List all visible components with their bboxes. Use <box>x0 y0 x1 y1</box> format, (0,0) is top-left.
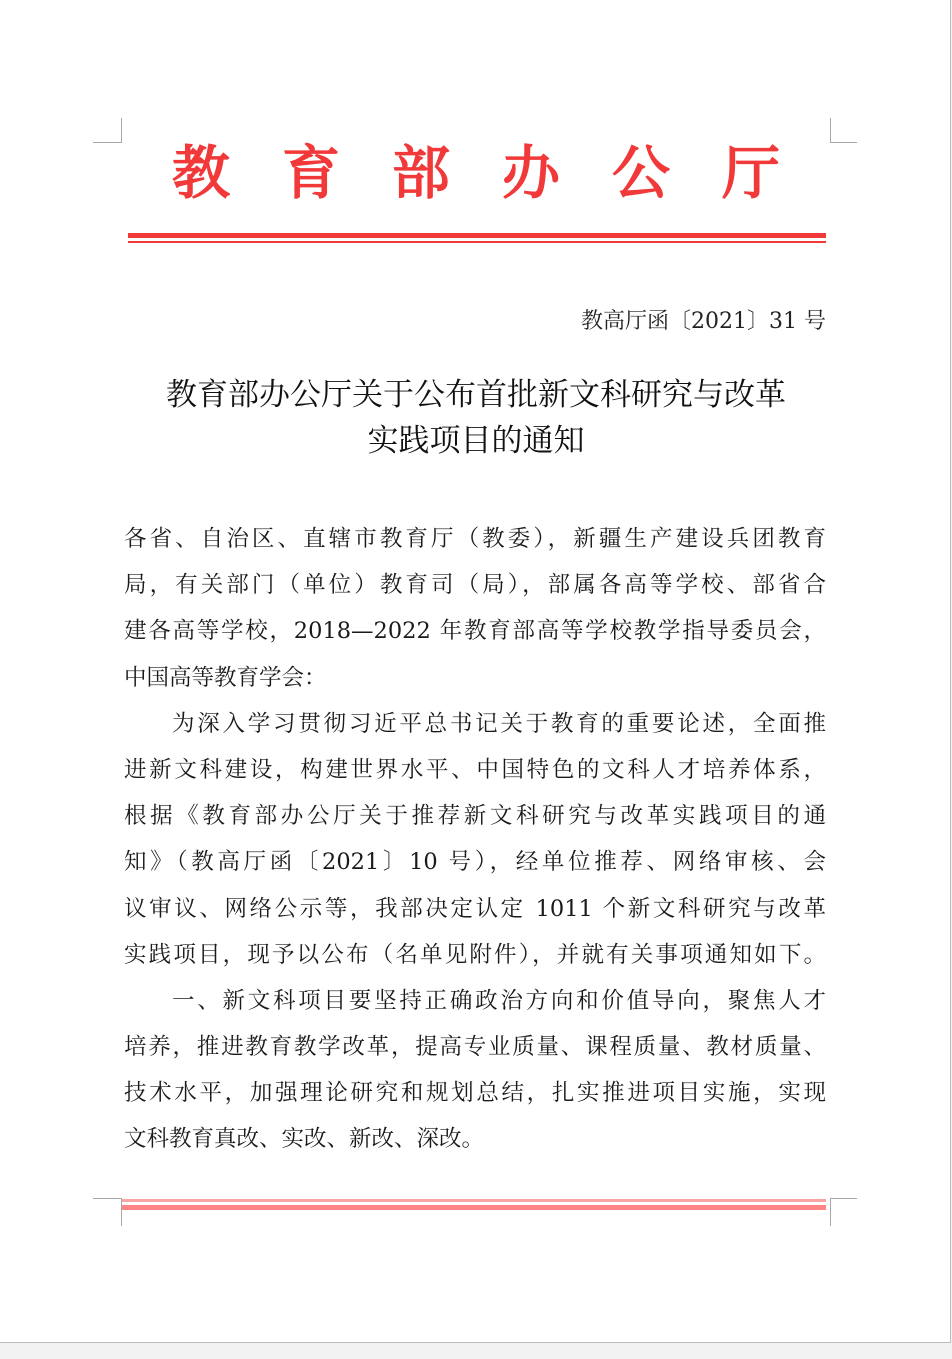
letterhead-char: 部 <box>392 139 451 207</box>
crop-mark-top-left-h <box>93 142 122 143</box>
letterhead-char: 办 <box>502 139 561 207</box>
body-line: 一、新文科项目要坚持正确政治方向和价值导向，聚焦人才 <box>172 987 826 1014</box>
crop-mark-top-right-v <box>830 118 831 143</box>
body-line: 技术水平，加强理论研究和规划总结，扎实推进项目实施，实现 <box>124 1080 826 1107</box>
crop-mark-bottom-left-h <box>93 1198 122 1199</box>
letterhead-char: 教 <box>172 139 231 207</box>
document-title-line-2: 实践项目的通知 <box>367 423 585 459</box>
footer-thick-rule <box>122 1205 826 1210</box>
body-line: 为深入学习贯彻习近平总书记关于教育的重要论述，全面推 <box>172 710 826 737</box>
letterhead-thick-rule <box>128 233 826 238</box>
body-line: 根据《教育部办公厅关于推荐新文科研究与改革实践项目的通 <box>124 803 826 830</box>
body-line: 实践项目，现予以公布（名单见附件），并就有关事项通知如下。 <box>124 941 826 968</box>
body-line: 进新文科建设，构建世界水平、中国特色的文科人才培养体系， <box>124 756 826 783</box>
body-line: 知》（教高厅函〔2021〕10 号），经单位推荐、网络审核、会 <box>124 849 826 876</box>
body-line: 建各高等学校，2018—2022 年教育部高等学校教学指导委员会， <box>124 618 826 645</box>
document-body <box>124 516 826 1163</box>
footer-thin-rule <box>122 1199 826 1202</box>
crop-mark-top-right-h <box>830 142 857 143</box>
body-line: 局，有关部门（单位）教育司（局），部属各高等学校、部省合 <box>124 572 826 599</box>
body-line: 议审议、网络公示等，我部决定认定 1011 个新文科研究与改革 <box>124 895 826 922</box>
letterhead-char: 公 <box>612 139 671 207</box>
crop-mark-bottom-right-v <box>830 1198 831 1226</box>
body-line: 文科教育真改、实改、新改、深改。 <box>124 1126 485 1153</box>
crop-mark-top-left-v <box>121 118 122 143</box>
body-line: 各省、自治区、直辖市教育厅（教委），新疆生产建设兵团教育 <box>124 526 826 552</box>
letterhead <box>128 138 826 208</box>
body-line: 培养，推进教育教学改革，提高专业质量、课程质量、教材质量、 <box>124 1034 826 1061</box>
document-number: 教高厅函〔2021〕31 号 <box>581 309 826 334</box>
crop-mark-bottom-right-h <box>830 1198 857 1199</box>
letterhead-char: 厅 <box>722 139 781 207</box>
letterhead-char: 育 <box>282 139 341 207</box>
letterhead-thin-rule <box>128 241 826 243</box>
body-line: 中国高等教育学会： <box>124 664 327 691</box>
crop-mark-bottom-left-v <box>121 1198 122 1226</box>
document-title-line-1: 教育部办公厅关于公布首批新文科研究与改革 <box>166 377 786 413</box>
